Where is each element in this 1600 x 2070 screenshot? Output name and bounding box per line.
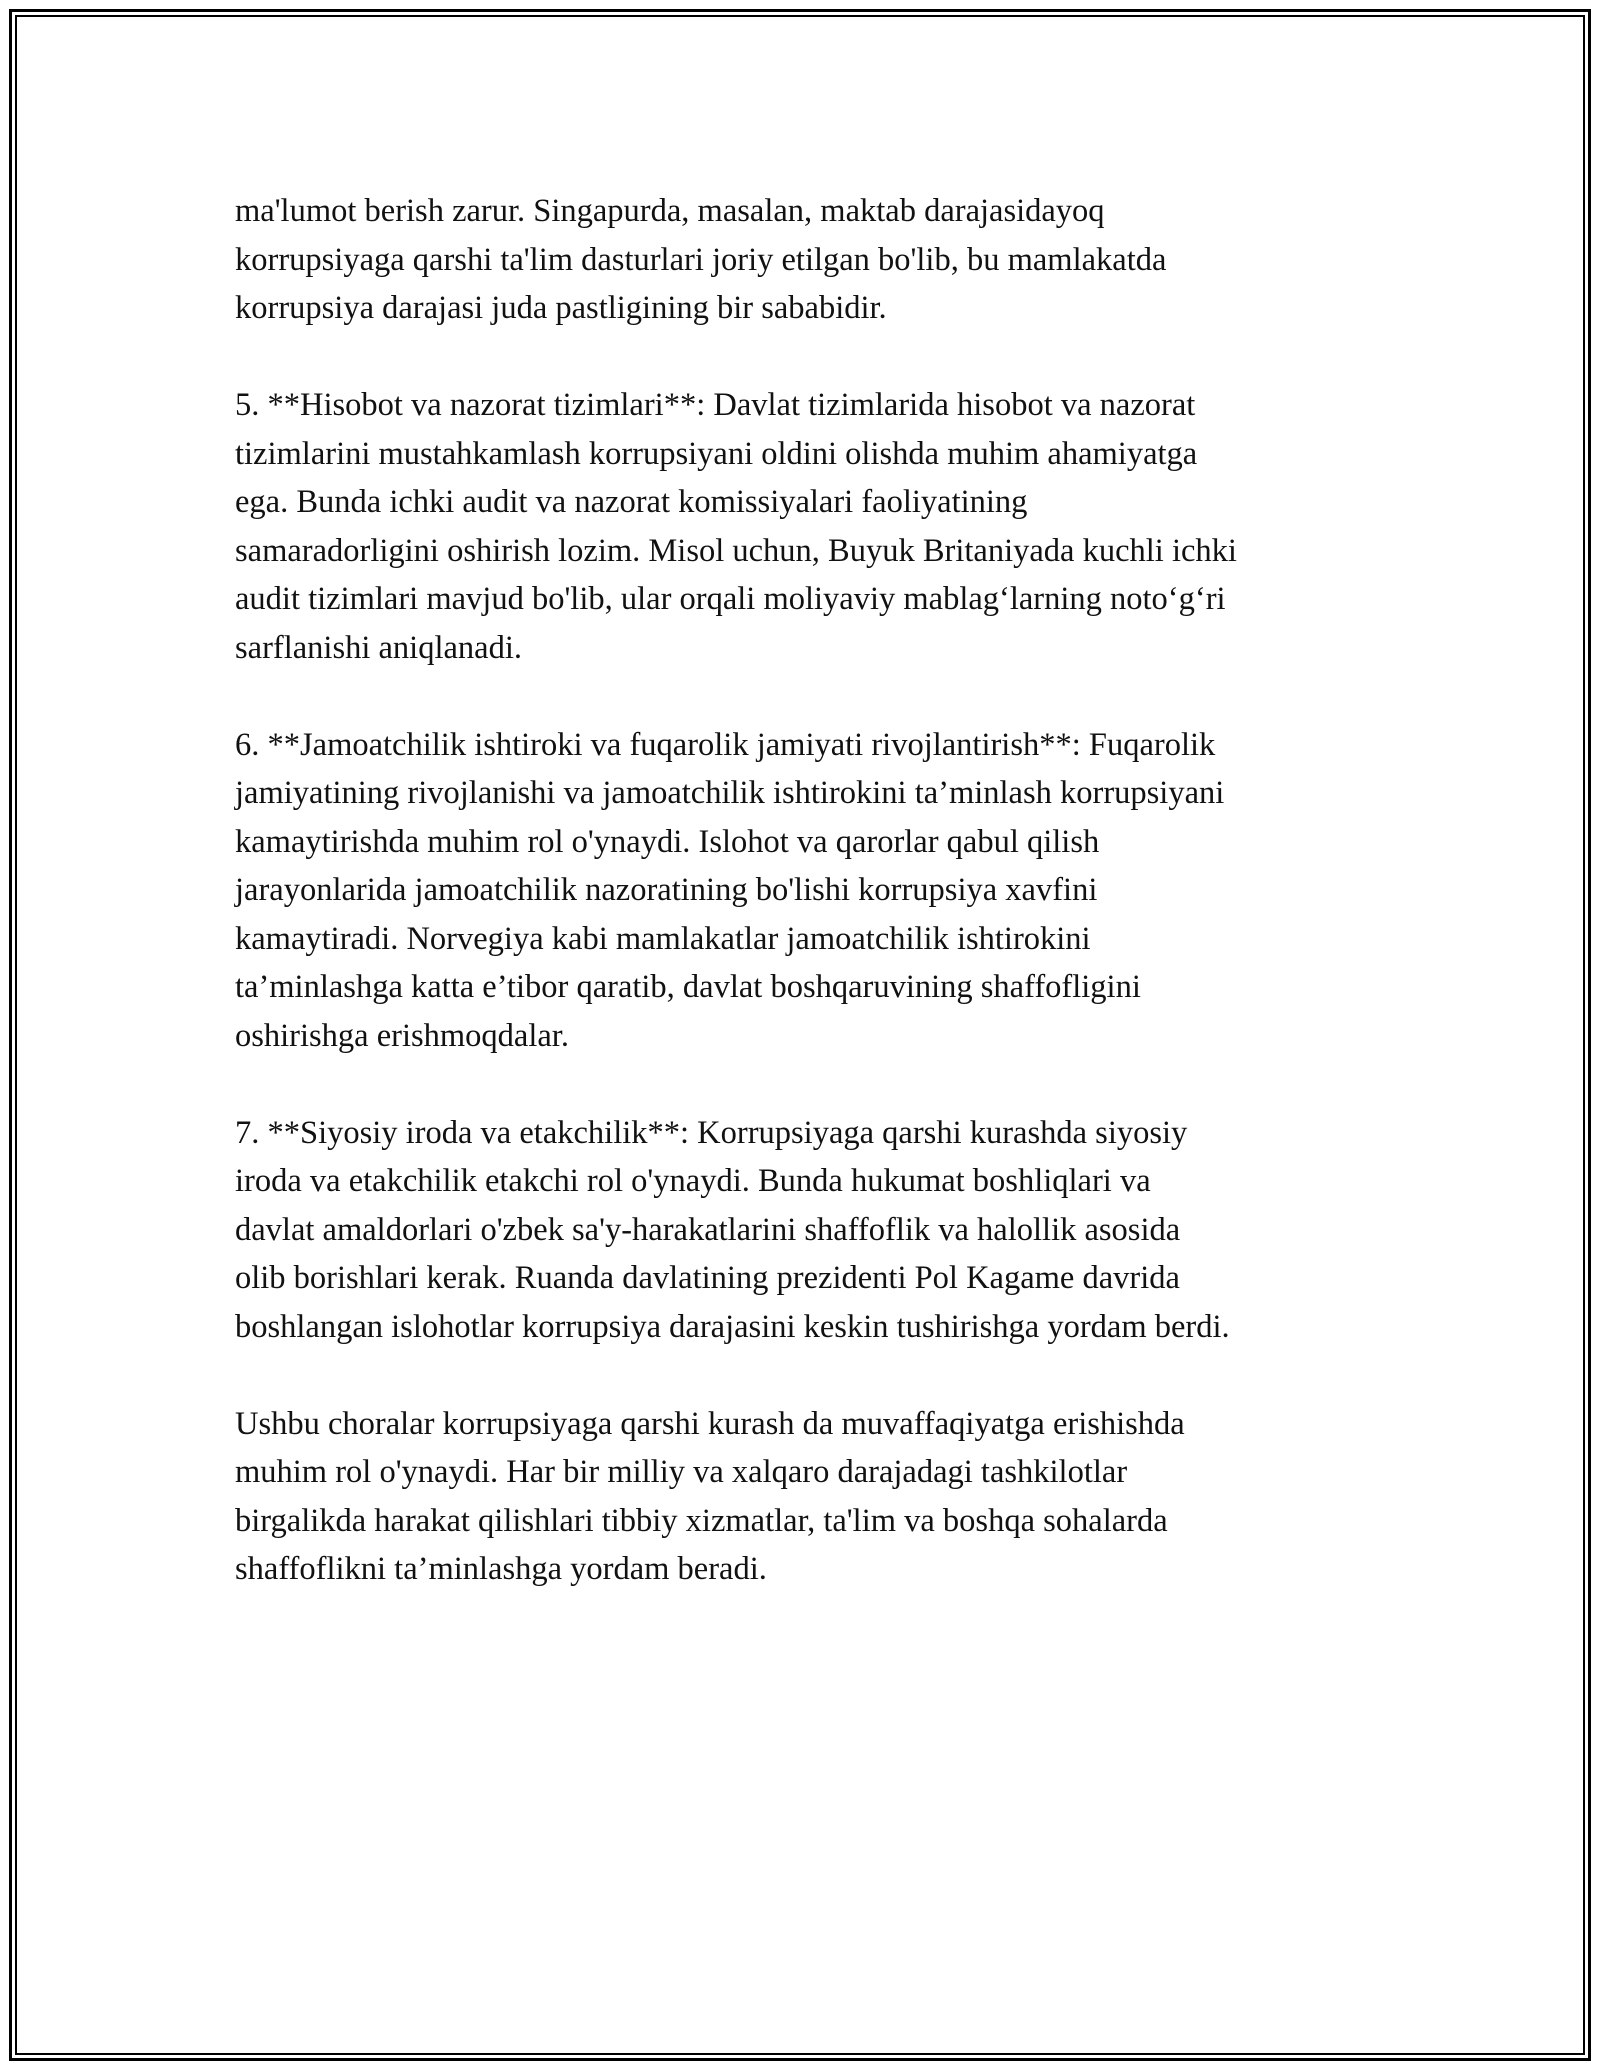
text-line: korrupsiya darajasi juda pastligining bir sababidir. [235, 290, 887, 326]
text-line: muhim rol o'ynaydi. Har bir milliy va xalqaro darajadagi tashkilotlar [235, 1454, 1128, 1490]
paragraph-point-6 [235, 721, 1380, 1061]
paragraph-point-7 [235, 1109, 1380, 1352]
text-line: Ushbu choralar korrupsiyaga qarshi kurash da muvaffaqiyatga erishishda [235, 1405, 1185, 1442]
text-line: kamaytirishda muhim rol o'ynaydi. Islohot va qarorlar qabul qilish [235, 823, 1100, 860]
text-line: shaffoflikni ta’minlashga yordam beradi. [235, 1551, 767, 1587]
text-line: 6. **Jamoatchilik ishtiroki va fuqarolik jamiyati rivojlantirish**: Fuqarolik [235, 726, 1216, 763]
text-line: ta’minlashga katta e’tibor qaratib, davlat boshqaruvining shaffofligini [235, 969, 1141, 1005]
paragraph-spacer [235, 672, 1380, 721]
text-line: olib borishlari kerak. Ruanda davlatining prezidenti Pol Kagame davrida [235, 1260, 1180, 1296]
text-line: audit tizimlari mavjud bo'lib, ular orqali moliyaviy mablag‘larning noto‘g‘ri [235, 581, 1226, 617]
text-line: ma'lumot berish zarur. Singapurda, masalan, maktab darajasidayoq [235, 193, 1105, 229]
paragraph-conclusion [235, 1400, 1380, 1594]
text-line: 5. **Hisobot va nazorat tizimlari**: Davlat tizimlarida hisobot va nazorat [235, 387, 1196, 423]
text-line: korrupsiyaga qarshi ta'lim dasturlari joriy etilgan bo'lib, bu mamlakatda [235, 241, 1167, 278]
text-line: jamiyatining rivojlanishi va jamoatchilik ishtirokini ta’minlash korrupsiyani [235, 775, 1225, 811]
text-line: ega. Bunda ichki audit va nazorat komissiyalari faoliyatining [235, 484, 1028, 520]
text-line: tizimlarini mustahkamlash korrupsiyani oldini olishda muhim ahamiyatga [235, 435, 1198, 472]
text-line: boshlangan islohotlar korrupsiya darajasini keskin tushirishga yordam berdi. [235, 1308, 1230, 1345]
paragraph-spacer [235, 333, 1380, 382]
text-line: sarflanishi aniqlanadi. [235, 629, 522, 666]
text-line: birgalikda harakat qilishlari tibbiy xizmatlar, ta'lim va boshqa sohalarda [235, 1502, 1168, 1539]
text-line: samaradorligini oshirish lozim. Misol uchun, Buyuk Britaniyada kuchli ichki [235, 532, 1237, 569]
document-body [235, 187, 1380, 1594]
paragraph-point-5 [235, 381, 1380, 672]
text-line: oshirishga erishmoqdalar. [235, 1017, 569, 1054]
paragraph-intro-continuation [235, 187, 1380, 333]
text-line: iroda va etakchilik etakchi rol o'ynaydi. Bunda hukumat boshliqlari va [235, 1163, 1151, 1199]
text-line: jarayonlarida jamoatchilik nazoratining bo'lishi korrupsiya xavfini [235, 872, 1098, 908]
text-line: 7. **Siyosiy iroda va etakchilik**: Korrupsiyaga qarshi kurashda siyosiy [235, 1114, 1188, 1151]
paragraph-spacer [235, 1060, 1380, 1109]
text-line: davlat amaldorlari o'zbek sa'y-harakatlarini shaffoflik va halollik asosida [235, 1211, 1181, 1248]
text-line: kamaytiradi. Norvegiya kabi mamlakatlar jamoatchilik ishtirokini [235, 920, 1091, 957]
paragraph-spacer [235, 1351, 1380, 1400]
